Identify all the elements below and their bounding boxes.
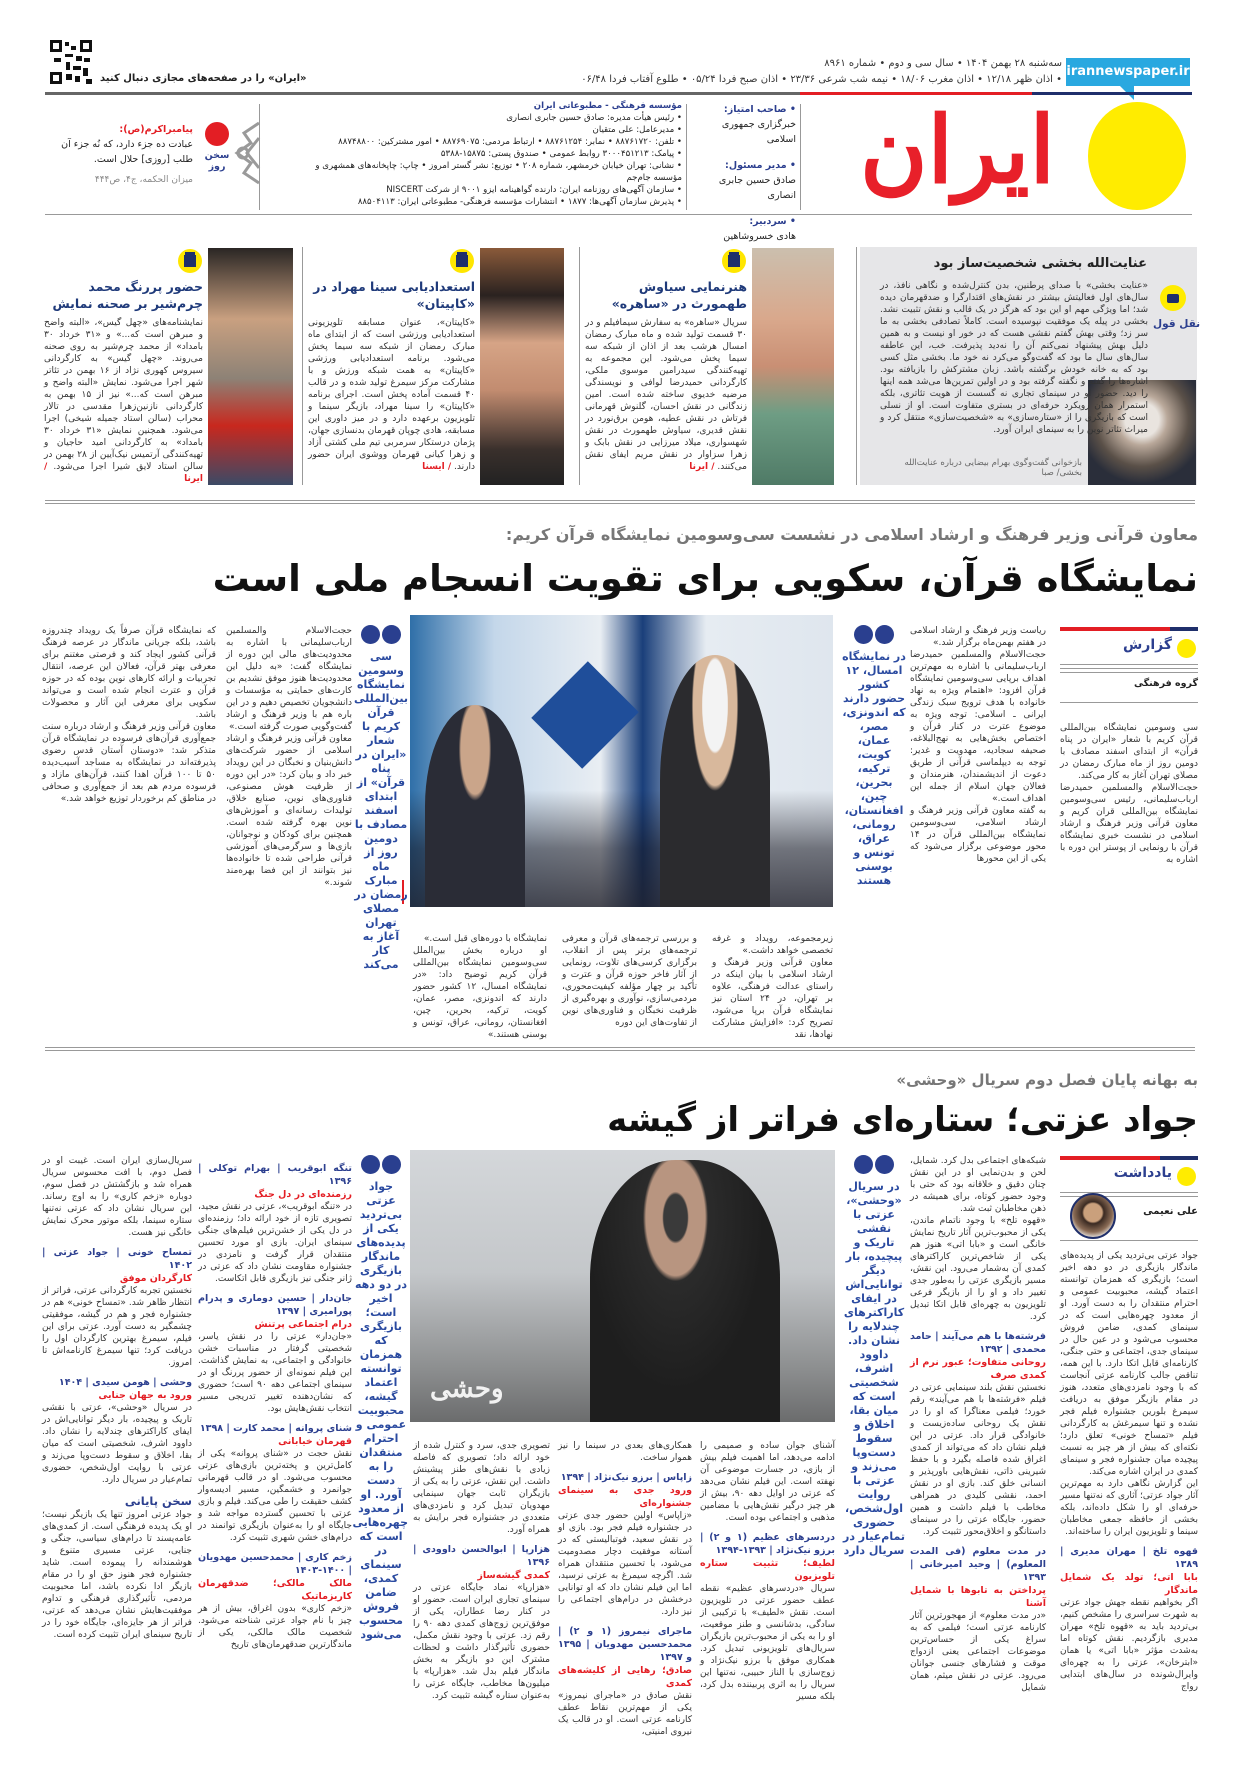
subheading: فرشته‌ها با هم می‌آیند | حامد محمدی | ۱۳۹۲ (910, 1331, 1046, 1355)
paragraph: همکاری‌های بعدی در سینما را نیز هموار ساخت. (558, 1441, 692, 1463)
credit-editor-label: • سردبیر: (749, 216, 796, 227)
paragraph: نقش صادق در «ماجرای نیمروز» یکی از مهم‌ترین نقاط عطف کارنامه عزتی است. او در قالب یک نیروی امنیتی، (558, 1691, 692, 1737)
paragraph: سریال‌سازی ایران است. غیبت او در فصل دوم، با افت محسوس سریال همراه شد و بازگشتش در فصل سوم، دوباره «زخم کاری» را به اوج رساند. این سریال نشان داد که عزتی نه‌تنها ستاره سینما، بلکه موتور محرک نمایش خانگی نیز هست. (42, 1156, 192, 1238)
quote-box-caption: بازخوانی گفت‌وگوی بهرام بیضایی درباره عنایت‌الله بخشی/ صبا (904, 458, 1082, 478)
quote-source: میزان الحکمه، ج۴، ص۴۴۴ (94, 175, 193, 185)
subheading-red: لطیف؛ تثبیت ستاره تلویزیون (700, 1558, 835, 1582)
pull-quote-text: در نمایشگاه امسال، ۱۲ کشور حضور دارند که اندونزی، مصر، عمان، کویت، ترکیه، بحرین، چین، افغانستان، رومانی، عراق، تونس و بوسنی هستند (842, 650, 906, 887)
subheading: زاپاس | برزو نیک‌نژاد | ۱۳۹۴ (560, 1472, 692, 1483)
article-source: / ایرنا (44, 462, 203, 484)
paragraph: نمایشگاه با دوره‌های قبل است.» (423, 934, 547, 944)
clapperboard-icon (178, 249, 202, 273)
speaker-figure (425, 705, 525, 907)
subheading: جان‌دار | حسین دوماری و پدرام پورامیری | ۱۳۹۷ (198, 1293, 352, 1317)
paragraph: حجت‌الاسلام والمسلمین ارباب‌سلیمانی با اشاره به محدودیت‌های مالی این دوره از نمایشگاه گفت: «به دلیل این محدودیت‌ها هنوز موفق نشدیم بن کارت‌های حمایتی به مؤسسات و دانشجویان تخصیص دهیم و در این باره هم با وزیر فرهنگ و ارشاد گفت‌وگویی صورت گرفته است.» (226, 626, 352, 732)
yellow-dot-icon (1177, 639, 1196, 658)
paragraph: نقش حجت در «شنای پروانه» یکی از کامل‌ترین و پخته‌ترین بازی‌های عزتی محسوب می‌شود. او در قالب قهرمانی جوانمرد و خشمگین، مسیر ادیسه‌وار کشف حقیقت را طی می‌کند. فیلم و بازی عزتی با تحسین گسترده مواجه شد و جایگاه او را به‌عنوان بازیگری توانمند در درام‌های خشن شهری تثبیت کرد. (198, 1449, 352, 1543)
article-title: هنرنمایی سیاوش طهمورث در «ساهره» (611, 279, 747, 311)
subheading: سخن پایانی (124, 1494, 192, 1508)
article-column (910, 1155, 1046, 1780)
paragraph: اگر بخواهیم نقطه جهش جواد عزتی به شهرت سراسری را مشخص کنیم، بی‌تردید باید به «قهوه تلخ» مهران مدیری بازگردیم. نقش کوتاه اما به‌شدت مؤثر «بابا اتی» یا همان «ابترخان»، عزتی را به چهره‌ای وایرال‌شونده در سال‌های ابتدایی رواج (1060, 1598, 1198, 1692)
divider (800, 104, 801, 210)
subheading: در مدت معلوم (فی المدت المعلوم) | وحید امیرخانی | ۱۳۹۳ (910, 1546, 1046, 1583)
divider (1060, 702, 1198, 703)
photo-press-conference (410, 615, 833, 907)
qr-code-icon[interactable] (50, 40, 92, 84)
article-column (1060, 1250, 1198, 1780)
subheading: قهوه تلخ | مهران مدیری | ۱۳۸۹ (1060, 1546, 1198, 1570)
article-text: سریال «ساهره» به سفارش سیمافیلم و در ۳۰ قسمت تولید شده و ماه مبارک رمضان امسال هرشب بعد از اذان از شبکه سه سیما پخش می‌شود. این مجموعه به تهیه‌کنندگی سیدرامین موسوی ملکی، کارگردانی حمیدرضا لوافی و نویسندگی مرضیه خدیوی ساخته شده است. امین زندگانی در نقش احسان، گلنوش قهرمانی فرتاش در نقش عطیه، هومن برق‌نورد در نقش قدیری، سیاوش طهمورث در نقش شهسواری، میلاد میرزایی در نقش بابک و زهرا سزاوار در نقش مریم ایفای نقش می‌کنند. (585, 318, 747, 472)
subheading-red: پرداختن به تابوها با شمایل آشنا (910, 1585, 1046, 1609)
quote-speaker: پیامبراکرم(ص): (119, 124, 193, 135)
photo-javad-ezzati (410, 1150, 835, 1422)
clapperboard-icon (722, 249, 746, 273)
subheading-red: درام اجتماعی پرتنش (254, 1319, 352, 1330)
divider (45, 1047, 1195, 1048)
credit-director: صادق حسین جابری انصاری (718, 175, 796, 201)
article-body (585, 317, 747, 473)
paragraph: «قهوه تلخ» با وجود ناتمام ماندن، یکی از محبوب‌ترین آثار تاریخ نمایش خانگی است و «بابا اتی» هنوز هم یکی از شاخص‌ترین کاراکترهای کمدی آن به‌شمار می‌رود. این نقش، مسیر بازیگری عزتی را به‌طور جدی تغییر داد و او را از بازیگر فرعی تلویزیون به چهره‌ای قابل اتکا تبدیل کرد. (910, 1216, 1046, 1322)
credit-director-label: • مدیر مسئول: (725, 160, 796, 171)
byline-group: گروه فرهنگی (1134, 678, 1198, 689)
divider (45, 1050, 1195, 1051)
pull-quote-text: در سریال «وحشی»، عزتی با نقشی تاریک و پیچیده، بار دیگر توانایی‌اش در ایفای کاراکترهای چندلایه را نشان داد. داوود اشرف، شخصیتی است که میان بقا، اخلاق و سقوط دست‌وپا می‌زند و عزتی با روایت اول‌شخص، حضوری تمام‌عیار در سریال دارد (843, 1180, 905, 1557)
divider (686, 104, 687, 210)
article-title: حضور پررنگ محمد چرم‌شیر بر صحنه نمایش (52, 279, 203, 311)
pull-quote (354, 625, 408, 1035)
section-bar (1060, 1156, 1160, 1160)
paragraph: شبکه‌های اجتماعی بدل کرد. شمایل، لحن و بدن‌نمایی او در این نقش چنان دقیق و خلاقانه بود که حتی با وجود حضور کوتاه، برای همیشه در ذهن مخاطبان ثبت شد. (910, 1156, 1046, 1214)
yellow-dot-icon (1177, 1167, 1196, 1186)
ezzati-kicker: به بهانه پایان فصل دوم سریال «وحشی» (896, 1071, 1198, 1089)
divider (1060, 672, 1198, 673)
photo-sina-mehrad (480, 248, 564, 485)
institute-line: • مدیرعامل: علی متقیان (592, 125, 682, 135)
paragraph: «زخم کاری» بدون اغراق، بیش از هر چیز با نام جواد عزتی شناخته می‌شود. شخصیت مالک مالکی، یکی از ماندگارترین ضدقهرمان‌های تاریخ (198, 1604, 352, 1650)
photo-mohammad-charmshir (208, 248, 293, 485)
paragraph: در سریال «وحشی»، عزتی با نقشی تاریک و پیچیده، بار دیگر توانایی‌اش در ایفای کاراکترهای چندلایه را نشان داد. داوود اشرف، شخصیتی است که میان بقا، اخلاق و سقوط دست‌وپا می‌زند و عزتی با روایت اول‌شخص، حضوری تمام‌عیار در سریال دارد. (42, 1403, 192, 1485)
quran-kicker: معاون قرآنی وزیر فرهنگ و ارشاد اسلامی در نشست سی‌وسومین نمایشگاه قرآن کریم: (505, 525, 1198, 544)
subheading-red: مالک مالکی؛ ضدقهرمان کاریزماتیک (198, 1578, 352, 1602)
paragraph: حجت‌الاسلام والمسلمین حمیدرضا ارباب‌سلیمانی، رئیس سی‌وسومین نمایشگاه بین‌المللی قران کریم و معاون قرآنی وزیر فرهنگ و ارشاد اسلامی در نشست خبری نمایشگاه قرآن با رونمایی از پوستر این دوره با اشاره به (1060, 783, 1198, 865)
institute-line: • نشانی: تهران خیابان خرمشهر، شماره ۲۰۸ • توزیع: نشر گستر امروز • چاپ: چاپخانه‌های همشهری و مؤسسه جام‌جم (315, 161, 682, 183)
quote-of-day-label: سخن روز (204, 150, 230, 172)
divider (856, 247, 857, 485)
article-column (1060, 722, 1198, 1042)
paragraph: سی وسومین نمایشگاه بین‌المللی قرآن کریم با شعار «ایران در پناه قرآن» از ابتدای اسفند مصادف با دومین روز از ماه مبارک رمضان در مصلای تهران آغاز به کار می‌کند. (1060, 723, 1198, 781)
paragraph: او درباره بخش بین‌الملل سی‌وسومین نمایشگاه بین‌المللی قرآن کریم توضیح داد: «در نمایشگاه امسال، ۱۲ کشور حضور دارند که اندونزی، مصر، عمان، کویت، ترکیه، بحرین، چین، افغانستان، رومانی، عراق، تونس و بوسنی هستند.» (413, 946, 547, 1040)
subheading: شنای پروانه | محمد کارت | ۱۳۹۸ (199, 1423, 352, 1434)
pull-quote-text: سی وسومین نمایشگاه بین‌المللی قرآن کریم با شعار «ایران در پناه قرآن» از ابتدای اسفند مصادف با دومین روز از ماه مبارک رمضان در مصلای تهران آغاز به کار می‌کند (354, 650, 408, 971)
paragraph: آشنای جوان ساده و صمیمی را ادامه می‌دهد، اما اهمیت فیلم بیش از بازی، در جسارت موضوعی آن نهفته است. این فیلم نشان می‌دهد که عزتی در اوایل دهه ۹۰، بیش از هر چیز درگیر نقش‌هایی با مضامین مذهبی و اجتماعی بوده است. (700, 1441, 836, 1523)
article-column (413, 1440, 550, 1780)
divider (259, 104, 260, 210)
pull-quote (354, 1155, 408, 1735)
article-column (42, 1155, 192, 1780)
subheading-red: کارگردان موفق (119, 1273, 192, 1284)
subheading-red: ورود جدی به سینمای جشنواره‌ای (558, 1485, 692, 1509)
divider (1060, 1240, 1198, 1241)
article-title: استعدادیابی سینا مهراد در «کاپیتان» (313, 279, 475, 311)
poster-graphic (531, 661, 638, 768)
subheading-red: بابا اتی؛ تولد یک شمایل ماندگار (1060, 1572, 1198, 1596)
article-column (712, 933, 833, 1043)
article-column (226, 625, 352, 1042)
institute-title: مؤسسه فرهنگی - مطبوعاتی ایران (533, 101, 682, 111)
quote-marks-icon (842, 625, 906, 644)
paragraph: سریال «دردسرهای عظیم» نقطه عطف حضور عزتی در تلویزیون است. نقش «لطیف» با ترکیبی از سادگی، بدشانسی و طنز موقعیت، او را به یکی از محبوب‌ترین بازیگران سریال‌های تلویزیونی تبدیل کرد. همکاری موفق با برزو نیک‌نژاد و زوج‌سازی با الناز حبیبی، نه‌تنها این سریال را به اثری پربیننده بدل کرد، بلکه مسیر (700, 1584, 835, 1702)
logo-circle (1088, 102, 1186, 210)
speaker-figure (660, 655, 770, 907)
divider (1060, 664, 1198, 665)
quote-of-day (45, 122, 193, 188)
institute-line: • تلفن: ۸۸۷۶۱۷۲۰ • نمابر: ۸۸۷۶۱۲۵۴ • ارتباط مردمی: ۸۸۷۶۹۰۷۵ • امور مشترکین: ۸۸۷۴۸۸۰۰ (338, 137, 682, 147)
section-label-report: گزارش (1122, 637, 1172, 653)
institute-line: • پیامک: ۳۰۰۰۴۵۱۲۱۳ روابط عمومی • صندوق پستی: ۱۵۸۷۵-۵۳۸۸ (440, 149, 682, 159)
article-column (700, 1440, 835, 1780)
quote-of-day-icon (205, 122, 229, 146)
mini-article (308, 278, 475, 473)
paragraph: جواد عزتی امروز تنها یک بازیگر نیست؛ او یک پدیده فرهنگی است. از کمدی‌های عامه‌پسند تا درام‌های سیاسی، جنگی و جنایی، عزتی مسیری متنوع و هوشمندانه را پیموده است. شاید جشنواره فجر هنوز حق او را در مقام بازیگر ادا نکرده باشد، اما محبوبیت مردمی، تأثیرگذاری فرهنگی و تداوم موفقیت‌هایش نشان می‌دهد که عزتی، فراتر از هر جایزه‌ای، جایگاه خود را در تاریخ سینمای ایران تثبیت کرده است. (42, 1510, 192, 1640)
pull-quote-text: جواد عزتی بی‌تردید یکی از پدیده‌های ماندگار بازیگری در دو دهه اخیر است؛ بازیگری که همزمان توانسته اعتماد گیشه، محبوبیت عمومی و احترام منتقدان را به دست آورد. او از معدود چهره‌هایی است که در سینمای کمدی، ضامن فروش محسوب می‌شود (352, 1180, 408, 1641)
subheading-red: صادق؛ رهایی از کلیشه‌های کمدی (558, 1665, 692, 1689)
mini-article (44, 278, 203, 485)
subheading: وحشی | هومن سیدی | ۱۴۰۴ (58, 1377, 192, 1388)
author-avatar (1070, 1193, 1116, 1239)
follow-social-text: «ایران» را در صفحه‌های مجازی دنبال کنید (100, 73, 307, 84)
quote-marks-icon (354, 1155, 408, 1174)
article-column (910, 625, 1046, 1042)
article-source: / ایسنا (422, 462, 452, 472)
subheading: تمساح خونی | جواد عزتی | ۱۴۰۲ (42, 1247, 192, 1271)
ezzati-headline: جواد عزتی؛ ستاره‌ای فراتر از گیشه (607, 1100, 1198, 1140)
site-url-badge[interactable] (1066, 58, 1190, 86)
paragraph: زیرمجموعه، رویداد و غرفه تخصصی خواهد داشت.» (712, 934, 833, 956)
series-logo: وحشی (430, 1374, 504, 1404)
paragraph: معاون قرآنی وزیر فرهنگ و ارشاد اسلامی از حضور شرکت‌های دانش‌بنیان و نخبگان در این رویداد خبر داد و بیان کرد: «در این دوره از ظرفیت هوش مصنوعی، فناوری‌های نوین، صنایع خلاق، تولیدات رسانه‌ای و آموزش‌های نوین بهره گرفته شده است. همچنین برای کودکان و نوجوانان، بازی‌ها و سرگرمی‌های آموزشی قرآنی طراحی شده تا خانواده‌ها نیز بتوانند از این فضا بهره‌مند شوند.» (226, 734, 352, 888)
pull-quote (842, 625, 906, 925)
article-source: / ایرنا (689, 462, 715, 472)
institute-line: • پذیرش سازمان آگهی‌ها: ۱۸۷۷ • انتشارات مؤسسه فرهنگی- مطبوعاتی ایران: ۸۸۵۰۴۱۱۳ (357, 197, 682, 207)
article-column (558, 1440, 692, 1780)
prayer-times: • اذان ظهر ۱۲/۱۸ • اذان مغرب ۱۸/۰۶ • نیمه شب شرعی ۲۳/۳۶ • اذان صبح فردا ۰۵/۲۴ • طلوع آفتاب فردا ۰۶/۴۸ (581, 74, 1062, 85)
divider (1060, 1192, 1198, 1193)
article-column (413, 933, 547, 1043)
paragraph: که نمایشگاه قرآن صرفاً یک رویداد چندروزه باشد، بلکه جریانی ماندگار در عرصه فرهنگ قرآنی کشور ایجاد کند و فرصتی مغتنم برای معرفی بهتر قرآن، فعالان این عرصه، انتقال تجربیات و ارائه کارهای نوین بوده که در حوزه قرآن و عترت انجام شده است و می‌تواند سکویی برای معرفی این آثار و محصولات باشد. (42, 626, 216, 720)
quote-box-label: نقل قول (1153, 318, 1201, 330)
paragraph: به گفته معاون قرآنی وزیر فرهنگ و ارشاد اسلامی، سی‌وسومین نمایشگاه بین‌المللی قرآن در ۱۴ محور موضوعی برگزار می‌شود که یکی از این محورها (910, 806, 1046, 864)
article-text: «کاپیتان»، عنوان مسابقه تلویزیونی استعدادیابی ورزشی است که از ابتدای ماه مبارک رمضان از شبکه سه سیما پخش می‌شود. برنامه استعدادیابی ورزشی «کاپیتان» به همت شبکه ورزش و با مشارکت مرکز سیمرغ تولید شده و در قالب ۴۰ قسمت آماده پخش است. اجرای برنامه «کاپیتان» را سینا مهراد، بازیگر سینما و تلویزیون برعهده دارد و در میز داوری این مسابقه، هادی چوپان قهرمان بدنسازی جهان، پژمان درستکار سرمربی تیم ملی کشتی آزاد و زهرا کیانی قهرمان ووشوی ایران حضور دارند. (308, 318, 475, 472)
paragraph: «جان‌دار» عزتی را در نقش یاسر، شخصیتی گرفتار در مناسبات خشن خانوادگی و اجتماعی، به نمایش گذاشت. این فیلم نمونه‌ای از حضور پررنگ او در سینمای اجتماعی دهه ۹۰ است؛ حضوری که نشان‌دهنده تغییر تدریجی مسیر انتخاب نقش‌هایش بود. (198, 1332, 352, 1414)
section-bar (1060, 627, 1170, 631)
subheading: زخم کاری | محمدحسین مهدویان | ۱۴۰۰-۱۴۰۳ (198, 1552, 352, 1576)
article-column (198, 1155, 352, 1780)
paragraph: این گزارش نگاهی دارد به مهم‌ترین آثار جواد عزتی؛ آثاری که نه‌تنها مسیر حرفه‌ای او را شکل داده‌اند، بلکه بخشی از حافظه جمعی مخاطبان سینما و تلویزیون ایران را ساخته‌اند. (1060, 1479, 1198, 1537)
subheading-red: ورود به جهان جنایی (98, 1390, 192, 1401)
paragraph: نخستین تجربه کارگردانی عزتی، فراتر از انتظار ظاهر شد. «تمساح خونی» هم در جشنواره فجر و هم در گیشه، موفقیتی چشمگیر به دست آورد. عزتی برای این فیلم، سیمرغ بهترین کارگردان اول را دریافت کرد؛ تنها سیمرغ کارنامه‌اش تا امروز. (41, 1286, 192, 1368)
photo-siavash-tahmoures (752, 248, 834, 485)
section-label-note: یادداشت (1113, 1165, 1172, 1181)
clapperboard-icon (450, 249, 474, 273)
subheading: تنگه ابوقریب | بهرام توکلی | ۱۳۹۶ (198, 1163, 352, 1187)
quote-box-body: «عنایت بخشی» با صدای پرطنین، بدن کنترل‌شده و نگاهی نافذ، در سال‌های اول فعالیتش بیشتر در نقش‌های اقتدارگرا و ضدقهرمان دیده شد؛ اما ویژگی مهم او این بود که هرگز در یک قالب و نقش تثبیت نشد. بخشی در پیله یک موفقیت نپوسیده است. کاملاً تصادفی بخشی به ما سر زد؛ وقتی بهش گفتم نقشی هست که در خور او نیست و به همین دلیل بهش پیشنهاد نمی‌کنم آن را نه‌دید پذیرفت. خب، این عاطفه سال‌های سال ما بود که گفت‌وگو می‌کرد نه خود ما. بخشی مثل کسی بود که به خانه خودش برگشته باشد. زبان مشترکش را بازیافته بود. اشاره‌ها را گفته و نگفته گرفته بود و در اولین تمرین‌ها می‌شد همه اینها را دید. حضور او در سینمای تجاری نه گسست از هویت تئاتری، بلکه استمرار همان رویکرد حرفه‌ای در بستری متفاوت است. او از نسلی است که بازیگری را از «ستاره‌سازی» به «شخصیت‌سازی» منتقل کرد و میراث تئاتر نوین را به سینمای ایران آورد. (880, 281, 1148, 435)
credit-owner-label: • صاحب امتیاز: (723, 104, 796, 115)
article-column (42, 625, 216, 1042)
quran-headline: نمایشگاه قرآن، سکویی برای تقویت انسجام ملی است (212, 557, 1198, 600)
mini-article (585, 278, 747, 473)
divider (1060, 668, 1198, 669)
speech-bubble-icon (1160, 285, 1186, 311)
quote-text: عبادت ده جزء دارد، که نُه جزء آن طلب [روزی] حلال است. (61, 139, 193, 165)
article-text: نمایشنامه‌های «چهل گیس»، «البته واضح و مبرهن است که...» و «۳۱ خرداد ۳۰ بامداد» از محمد چرم‌شیر به روی صحنه می‌روند. «چهل گیس» به کارگردانی سیروس کهوری نژاد از ۱۶ بهمن در تئاتر شهر اجرا می‌شود. نمایش «البته واضح و مبرهن است که...» نیز از ۱۵ بهمن به کارگردانی نازنین‌زهرا مقدسی در تالار محراب (سالن استاد جمیله شیخی) اجرا می‌شود. همچنین نمایش «۳۱ خرداد ۳۰ بامداد» به کارگردانی امید حاجیان و تهیه‌کنندگی آرتمیس نیک‌آیین از ۲۸ بهمن در سالن استاد لایق شیرا اجرا می‌شود. (44, 318, 204, 472)
divider (302, 247, 303, 485)
divider (45, 500, 1195, 501)
quote-box-title: عنایت‌الله بخشی شخصیت‌ساز بود (933, 256, 1147, 271)
paragraph: ریاست وزیر فرهنگ و ارشاد اسلامی در هفتم بهمن‌ماه برگزار شد.» (910, 626, 1046, 648)
paragraph: در «تنگه ابوقریب»، عزتی در نقش مجید، تصویری تازه از خود ارائه داد؛ رزمنده‌ای در دل یکی از خشن‌ترین فیلم‌های جنگی سینمای ایران. بازی او مورد تحسین منتقدان قرار گرفت و نامزدی در جشنواره مقاومت نشان داد که عزتی در ژانر جنگی نیز بازیگری قابل اتکاست. (198, 1202, 352, 1284)
paragraph: معاون قرآنی وزیر فرهنگ و ارشاد اسلامی با بیان اینکه در راستای عدالت فرهنگی، علاوه بر تهران، در ۲۴ استان نیز نمایشگاه قرآن برپا می‌شود، تصریح کرد: «افزایش مشارکت نهادها، نقد (712, 958, 833, 1040)
section-bar (1170, 627, 1198, 631)
divider (45, 503, 1195, 504)
paragraph: «زاپاس» اولین حضور جدی عزتی در جشنواره فیلم فجر بود. بازی او در نقش سعید، فوتبالیستی که در آستانه موفقیت دچار مصدومیت می‌شود، با تحسین منتقدان همراه شد. اگرچه سیمرغ به عزتی نرسید، اما این فیلم نشان داد که او توانایی درخشش در درام‌های اجتماعی را نیز دارد. (558, 1511, 692, 1617)
institute-line: • رئیس هیأت مدیره: صادق حسین جابری انصاری (506, 113, 682, 123)
paragraph: جواد عزتی بی‌تردید یکی از پدیده‌های ماندگار بازیگری در دو دهه اخیر است؛ بازیگری که همزمان توانسته اعتماد گیشه، محبوبیت عمومی و احترام منتقدان را به دست آورد. او از معدود چهره‌هایی است که در سینمای کمدی، ضامن فروش محسوب می‌شود و در عین حال در سینمای جدی، اجتماعی و حتی جنگی، کارنامه‌ای قابل اتکا دارد. با این همه، تناقض جالب کارنامه عزتی آنجاست که با وجود نامزدی‌های متعدد، هنوز در مقام بازیگر موفق به دریافت سیمرغ بلورین جشنواره فیلم فجر نشده و تنها سیمرغش به کارگردانی فیلم «تمساح خونی» تعلق دارد؛ نکته‌ای که بیش از هر چیز به نسبت پیچیده میان جشنواره فجر و سینمای کمدی در ایران اشاره می‌کند. (1060, 1251, 1198, 1477)
subheading: هزارپا | ابوالحسن داوودی | ۱۳۹۶ (413, 1544, 550, 1568)
actor-figure (590, 1160, 780, 1422)
quote-marks-icon (354, 625, 408, 644)
paragraph: حجت‌الاسلام والمسلمین حمیدرضا ارباب‌سلیمانی با اشاره به مهم‌ترین اهداف برپایی سی‌وسومین نمایشگاه قرآن افزود: «اهتمام ویژه به نهاد خانواده با هدف ترویج سبک زندگی ایرانی ـ اسلامی: توجه ویژه به موضوع عترت در کنار قرآن و اختصاص بخش‌هایی به نهج‌البلاغه، صحیفه سجادیه، مهدویت و غدیر: توجه به دیپلماسی قرآنی از طریق دعوت از اندیشمندان، هنرمندان و فعالان جهان اسلام از جمله این اهداف است.» (910, 650, 1046, 804)
subheading-red: رزمنده‌ای در دل جنگ (254, 1189, 352, 1200)
subheading-red: روحانی متفاوت؛ عبور نرم از کمدی صرف (910, 1357, 1046, 1381)
quote-box-text (880, 280, 1148, 435)
newspaper-logo: ایران (859, 96, 1056, 204)
paragraph: و بررسی ترجمه‌های قرآن و معرفی ترجمه‌های برتر پس از انقلاب، برگزاری کرسی‌های تلاوت، رونمایی از آثار فاخر حوزه قرآن و عترت و تأکید بر چهار مؤلفه کیفیت‌محوری، مردمی‌سازی، نوآوری و بهره‌گیری از ظرفیت نخبگان و فناوری‌های نوین از تفاوت‌های این دوره (562, 934, 697, 1028)
section-bar (1160, 1156, 1198, 1160)
subheading: ماجرای نیمروز (۱ و ۲) | محمدحسین مهدویان | ۱۳۹۵ و ۱۳۹۷ (558, 1626, 692, 1663)
pull-quote (842, 1155, 906, 1715)
institute-info (300, 100, 682, 208)
divider (579, 247, 580, 485)
article-column (562, 933, 697, 1043)
paragraph: «در مدت معلوم» از مهجورترین آثار کارنامه عزتی است؛ فیلمی که به سراغ یکی از حساس‌ترین موضوعات اجتماعی یعنی ازدواج موقت و فشارهای جنسی جوانان می‌رود. عزتی در نقش میثم، همان شمایل (910, 1611, 1046, 1693)
site-url[interactable]: irannewspaper.ir (1066, 64, 1190, 79)
article-body (308, 317, 475, 473)
credit-owner: خبرگزاری جمهوری اسلامی (721, 119, 796, 145)
paragraph: معاون قرآنی وزیر فرهنگ و ارشاد درباره سنت جمع‌آوری قرآن‌های فرسوده در نمایشگاه قرآن متذکر شد: «دوستان آستان قدس رضوی پذیرفته‌اند در نمایشگاه به مساجد آسیب‌دیده ۵۰ تا ۱۰۰ قرآن اهدا کنند، قرآن‌های مازاد و فرسوده مردم هم بعد از جمع‌آوری و صحافی در مناطق کم برخوردار توزیع خواهد شد.» (42, 722, 216, 804)
quote-marks-icon (842, 1155, 906, 1174)
author-name: علی نعیمی (1143, 1206, 1198, 1217)
article-body (44, 317, 203, 485)
paragraph: نخستین نقش بلند سینمایی عزتی در فیلم «فرشته‌ها با هم می‌آیند» رقم خورد؛ فیلمی معناگرا که او را در نقش یک روحانی ساده‌زیست و خانوادگی قرار داد. عزتی در این فیلم نشان داد که می‌تواند از کمدی اغراق شده فاصله بگیرد و با حفظ شیرینی ذاتی، نقش‌هایی باورپذیر و انسانی خلق کند. بازی او در نقش احمد، نقشی کلیدی در همراهی مخاطب با فیلم داشت و همین حضور، جایگاه عزتی را در سینمای داستانگو و اخلاق‌محور تثبیت کرد. (910, 1383, 1046, 1537)
date-line: سه‌شنبه ۲۸ بهمن ۱۴۰۴ • سال سی و دوم • شماره ۸۹۶۱ (824, 58, 1062, 69)
subheading-red: کمدی گیشه‌ساز (477, 1570, 550, 1581)
credits (690, 102, 796, 244)
paragraph: «هزارپا» نماد جایگاه عزتی در سینمای تجاری ایران است. حضور او در کنار رضا عطاران، یکی از موفق‌ترین زوج‌های کمدی دهه ۹۰ را رقم زد. عزتی با وجود نقش مکمل، حضوری تأثیرگذار داشت و لحظات مشترک این دو بازیگر به بخش ماندگار فیلم بدل شد. «هزارپا» با میلیون‌ها مخاطب، جایگاه عزتی را به‌عنوان ستاره گیشه تثبیت کرد. (413, 1583, 550, 1701)
credit-editor: هادی خسروشاهین (723, 231, 796, 242)
paragraph: تصویری جدی، سرد و کنترل شده از خود ارائه داد؛ تصویری که فاصله زیادی با نقش‌های طنز پیشینش داشت. این نقش، عزتی را به یکی از بازیگران ثابت جهان سینمایی مهدویان تبدیل کرد و نامزدی‌های متعددی در جشنواره فجر برایش به همراه آورد. (413, 1441, 550, 1535)
subheading-red: قهرمان خیابانی (278, 1436, 352, 1447)
subheading: دردسرهای عظیم (۱ و ۲) | برزو نیک‌نژاد | ۱۳۹۳-۱۳۹۴ (700, 1532, 835, 1556)
institute-line: • سازمان آگهی‌های روزنامه ایران: دارنده گواهینامه ایزو ۹۰۰۱ از شرکت NISCERT (386, 185, 682, 195)
divider (45, 214, 1192, 215)
quote-box-text-continued (880, 376, 1082, 448)
